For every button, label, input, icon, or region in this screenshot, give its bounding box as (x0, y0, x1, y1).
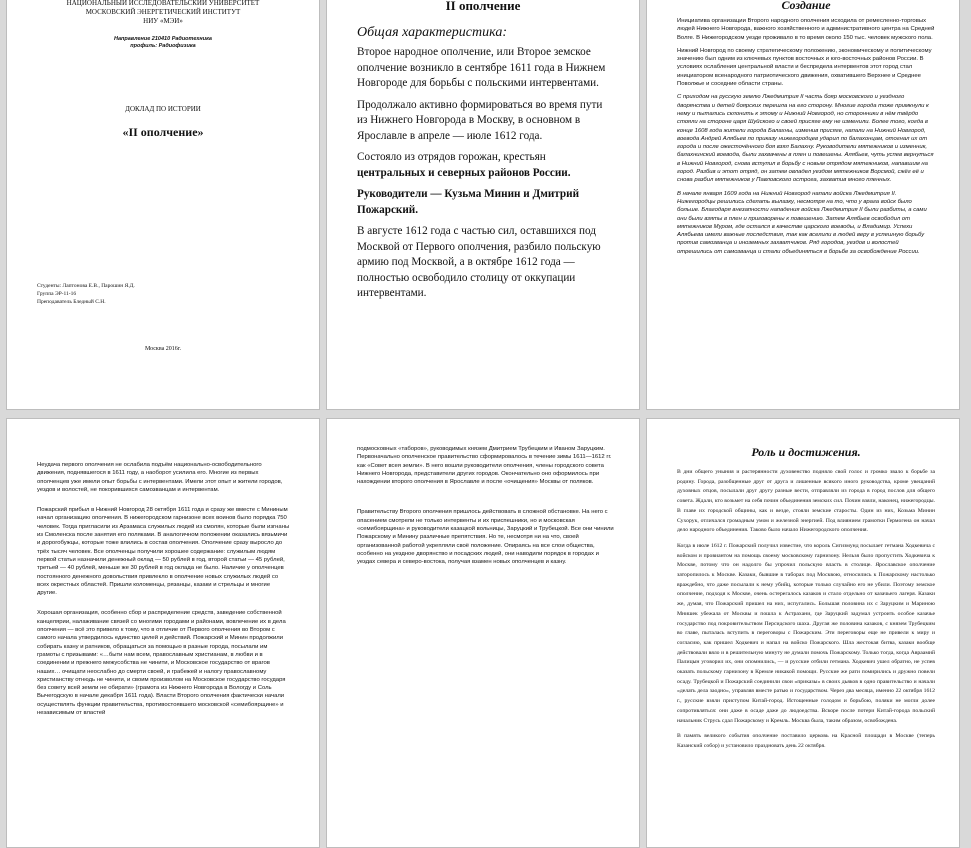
author-info (37, 282, 319, 306)
page-government (326, 418, 640, 848)
teacher-line: Преподаватель Бледный С.Н. (37, 299, 106, 305)
section-title: Роль и достижения. (751, 445, 861, 459)
section-title: Создание (781, 0, 831, 12)
report-label: ДОКЛАД ПО ИСТОРИИ (125, 105, 201, 113)
direction-line-2: профиль: Радиофизика (130, 43, 196, 49)
section-subtitle: Общая характеристика: (357, 25, 507, 40)
paragraph: подмосковных «таборов», руководимых князем Дмитрием Трубецким и Иваном Заруцким. Первоначально ополченское правительство сформировалось в течение зимы 1611—1612 гг. как «Совет всея земли». В него вошли руководители ополчения, члены городского совета Нижнего Новгорода, представители других городов. Окончательно оно оформилось при нахождении второго ополчения в Ярославле и после «очищения» Москвы от поляков. (357, 446, 612, 486)
paragraph: Неудача первого ополчения не ослабила подъём национально-освободительного движения, поднявшегося в 1611 году, а наоборот усилила его. Многие из первых ополченцев уже имели опыт борьбы с интервентами. Имели этот опыт и жители городов, уездов и волостей, не покорившихся самозванцам и интервентам. (37, 462, 283, 493)
city-year: Москва 2016г. (144, 346, 182, 352)
direction-line-1: Направление 210410 Радиотехника (114, 36, 212, 42)
page-formation (6, 418, 320, 848)
university-header (7, 0, 319, 26)
paragraph-part-bold: центральных и северных районов России. (357, 166, 571, 179)
page-role (646, 418, 960, 848)
leaders-paragraph: Руководители — Кузьма Минин и Дмитрий Пожарский. (357, 188, 580, 216)
report-title: «II ополчение» (122, 125, 204, 139)
paragraph-italic: С приходом на русскую землю Лжедмитрия II часть бояр московского и уездного дворянства и детей боярских перешла на его сторону. Многие города тоже примкнули к нему и пытались склонить к этому и Нижний Новгород, но сторонники в нём твёрдо стояли на стороне царя Шуйского и своей присяге ему не изменили. Более того, когда в конце 1608 года жители города Балахны, изменив присяге, напали на Нижний Новгород, воевода Андрей Алябьев по приказу нижегородцев ударил по балахонцам, отогнал их от города и после ожесточённого боя взял Балахну. Руководители мятежников и изменник, балахнинский воевода, были захвачены в плен и повешены. Алябьев, чуть успев вернуться в Нижний Новгород, снова вступил в борьбу с новым отрядом мятежников, напавшим на город. Разбив и этот отряд, он затем овладел уездом мятежников Ворсмой, сжёг её и снова разбил мятежников у Павловского острога, захватив много пленных. (677, 94, 934, 184)
paragraph: Пожарский прибыл в Нижний Новгород 28 октября 1611 года и сразу же вместе с Мининым начал организацию ополчения. В нижегородском гарнизоне всех воинов было порядка 750 человек. Тогда пригласили из Арзамаса служилых людей из смолян, которые были изгнаны из Смоленска после занятия его поляками. В аналогичном положении оказались вязьмичи и дорогобужцы, которые тоже влились в состав ополчения. Ополчение сразу выросло до трёх тысяч человек. Все ополченцы получили хорошее содержание: служилым людям первой статьи назначили денежный оклад — 50 рублей в год, второй статьи — 45 рублей, третьей — 40 рублей, меньше же 30 рублей в год оклада не было. Наличие у ополченцев постоянного денежного довольствия привлекло в ополчение новых служилых людей со всех окрестных областей. Пришли коломенцы, рязанцы, казаки и стрельцы и многие другие. (37, 507, 290, 597)
paragraph: Инициатива организации Второго народного ополчения исходила от ремесленно-торговых людей Нижнего Новгорода, важного хозяйственного и административного центра на Средней Волге. В Нижегородском уезде проживало в то время около 150 тыс. человек мужского пола. (677, 18, 935, 41)
header-line-2: МОСКОВСКИЙ ЭНЕРГЕТИЧЕСКИЙ ИНСТИТУТ (85, 8, 241, 16)
page-general (326, 0, 640, 410)
paragraph: В дни общего уныния и растерянности духовенство подняло свой голос и громко звало к борьбе за родину. Города, разобщенные друг от друга и лишенные всякого иного руководства, кроме увещаний духовных отцов, посылали друг другу разные вести, отправляли из города в город послов для общего совета. Ждали, кто возьмет на себя почин объединения земских сил. Почин взяли, наконец, нижегородцы. В главе их городской общины, как и везде, стояли земские старосты. Один из них, Козьма Минин Сухорук, отличался громадным умом и железной энергией. Под влиянием грамотки Гермогена он начал дело народного объединения. Таково было начало Нижегородского ополчения. (677, 469, 935, 534)
paragraph-part: Состояло из отрядов горожан, крестьян (357, 151, 546, 163)
group-line: Группа ЭР-11-16 (37, 291, 77, 297)
paragraph: В августе 1612 года с частью сил, оставшихся под Москвой от Первого ополчения, разбило польскую армию под Москвой, а в октябре 1612 года — полностью освободило столицу от оккупации интервентами. (357, 225, 601, 299)
paragraph: Нижний Новгород по своему стратегическому положению, экономическому и политическому значению был одним из ключевых пунктов восточных и юго-восточных районов России. В условиях ослабления центральной власти и беспредела интервентов этот город стал инициатором всенародного патриотического движения, охватившего Верхнее и Среднее Поволжье и соседние области страны. (677, 47, 932, 88)
students-line: Студенты: Лаптонова Е.В., Парошин Я.Д. (37, 283, 135, 289)
paragraph: Второе народное ополчение, или Второе земское ополчение возникло в сентябре 1611 года в Нижнем Новгороде для борьбы с польскими интервентами. (357, 46, 606, 89)
paragraph: Правительству Второго ополчения пришлось действовать в сложной обстановке. На него с опасением смотрели не только интервенты и их приспешники, но и московская «семибоярщина» и руководители казацкой вольницы, Заруцкий и Трубецкой. Все они чинили Пожарскому и Минину различные препятствия. Но те, несмотря ни на что, своей организованной работой укрепляли своё положение. Опираясь на все слои общества, особенно на уездное дворянство и посадских людей, они наводили порядок в городах и уездах севера и северо-востока, получая взамен новых ополченцев и казну. (357, 509, 614, 566)
paragraph: Продолжало активно формироваться во время пути из Нижнего Новгорода в Москву, в основном в Ярославле в апреле — июле 1612 года. (357, 98, 603, 142)
paragraph: Хорошая организация, особенно сбор и распределение средств, заведение собственной канцелярии, налаживание связей со многими городами и районами, вовлечение их в дела ополчения — всё это привело к тому, что в отличие от Первого ополчения во Втором с самого начала утвердилось единство целей и действий. Пожарский и Минин продолжили собирать казну и ратников, обращаться за помощью в разные города, посылали им грамоты с призывами: «…быти нам всем, православным христианам, в любви и в соединении и прежнего межусобства не чинити, и Московское государство от врагов наших… очищати неослабно до смерти своей, и грабежей и налогу православному христианству отнюдь не чинити, и своим произволом на Московское государство государя без совету всей земли не обирати» (грамота из Нижнего Новгорода в Вологду и Соль Вычегодскую в начале декабря 1611 года). Власти Второго ополчения фактически начали осуществлять функции правительства, противостоявшего московской «семибоярщине» и независимым от властей (37, 610, 286, 717)
paragraph: В память великого события ополчение поставило церковь на Красной площади в Москве (теперь Казанский собор) и установило праздновать день 22 октября. (677, 733, 935, 749)
paragraph: Когда в июле 1612 г. Пожарский получил известие, что король Сигизмунд посылает гетмана Ходкевича с войском и провиантом на помощь своему московскому гарнизону. Нельзя было пропустить Ходкевича к Москве, потому что он надолго бы упрочил польскую власть в столице. Ярославское ополчение заторопилось к Москве. Казаки, бывшие в таборах под Москвою, относились к Пожарскому настолько враждебно, что даже посылали к нему убийц, которые только случайно его не убили. Поэтому земское ополчение, подходя к Москве, очень остерегалось казаков и стало отдельно от казачьего лагеря. Казаки же, думая, что Пожарский пришел на них, испугались. Большая половина их с Заруцким и Мариною Мнишек убежала от Москвы и пошла к Астрахани, где Заруцкий задумал устроить особое казачье государство под покровительством Персидского шаха. Другая же половина казаков, с князем Трубецким во главе, пыталась вступить в переговоры с Пожарским. Эти переговоры еще не привели к миру и согласию, как пришел Ходкевич и напал на войско Пожарского. Шла жестокая битва, казаки вообще действовали вяло и в решительную минуту не думали помочь Пожарскому. Только тогда, когда Авраамий Палицын уговорил их, они опомнились, — и русские отбили гетмана. Ходкевич ушел обратно, не успев оказать польскому гарнизону в Кремле никакой помощи. Русские же рати помирились и дружно повели осаду. Трубецкой и Пожарский соединили свои «приказы» в своих дьяков в одно правительство и начали «делать дела заодно», управляя вместе ратью и государством. Через два месяца, именно 22 октября 1612 г., русские взяли приступом Китай-город. Истощенные голодом и борьбою, поляки не могли долее сопротивляться: они даже в осаде даже до людоедства. Вскоре после потери Китай-города польский начальник Струсь сдал Пожарскому и Кремль. Москва была, таким образом, освобождена. (677, 542, 935, 724)
paragraph-italic: В начале января 1609 года на Нижний Новгород напали войска Лжедмитрия II. Нижегородцы решились сделать вылазку, несмотря на то, что у врага войск было больше. Благодаря внезапности нападения войска Лжедмитрия II были разбиты, а сами они были взяты в плен и приговорены к повешению. Затем Алябьев освободил от мятежников Муром, где остался в качестве царского воеводы, и Владимир. Успехи Алябьева имели важные последствия, так как вселили в людей веру в успешную борьбу против самозванца и иноземных захватчиков. Ряд городов, уездов и волостей отрешились от самозванца и стали объединяться в борьбе за освобождение России. (677, 190, 927, 255)
page-creation (646, 0, 960, 410)
page-title: II ополчение (445, 0, 521, 13)
title-page (6, 0, 320, 410)
paragraph (357, 150, 609, 181)
header-line-3: НИУ «МЭИ» (143, 17, 183, 25)
direction-block (7, 36, 319, 50)
header-line-1: НАЦИОНАЛЬНЫЙ ИССЛЕДОВАТЕЛЬСКИЙ УНИВЕРСИТЕТ (66, 0, 260, 7)
